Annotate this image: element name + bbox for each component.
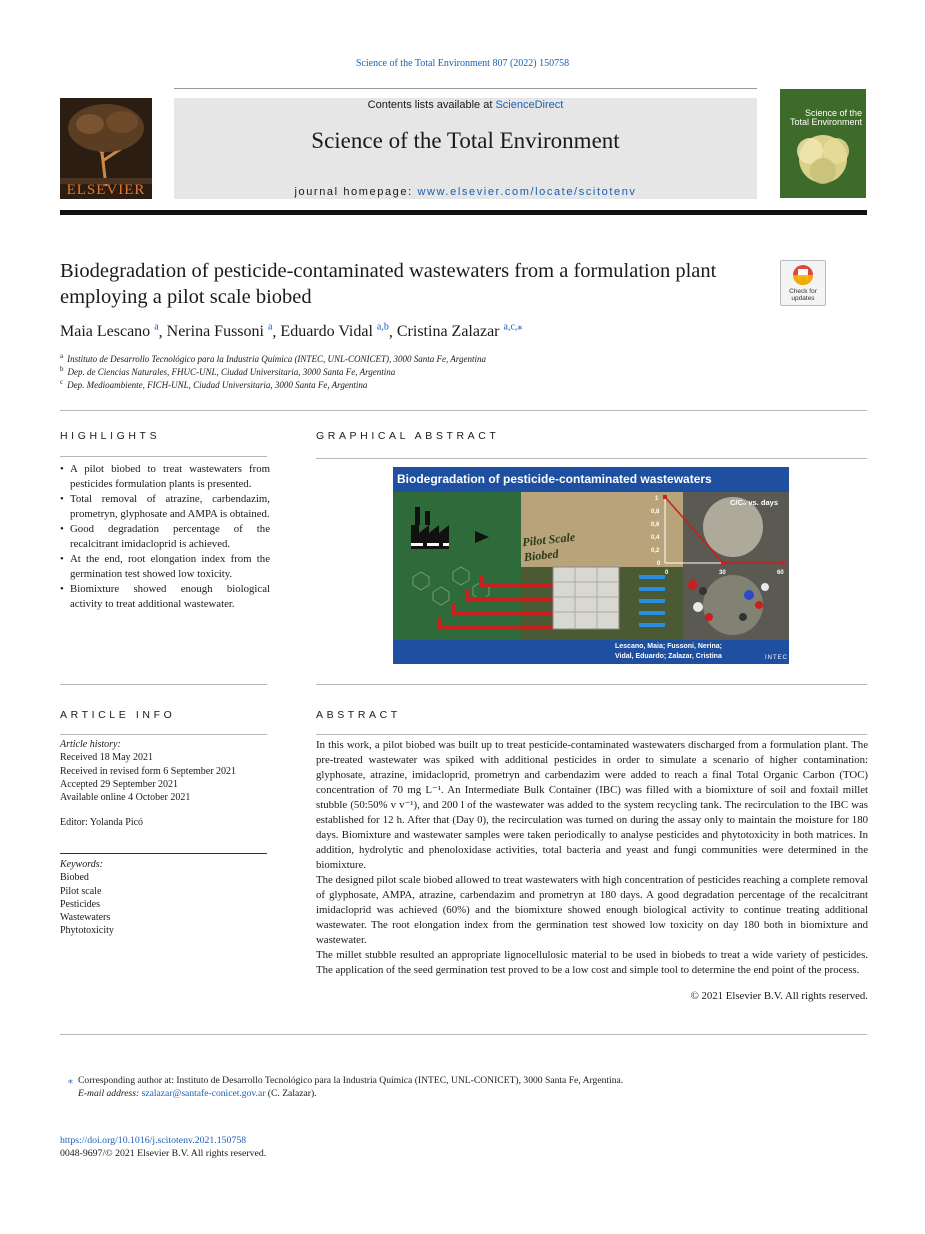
affiliation: $^c$ Dep. Medioambiente, FICH-UNL, Ciudad Universitaria, 3000 Santa Fe, Argentina xyxy=(60,378,368,390)
abstract-heading: ABSTRACT xyxy=(316,709,401,721)
abstract-paragraph: In this work, a pilot biobed was built up to treat pesticide-contaminated wastewaters discharged from a formulation plant. The pre-treated wastewater was spiked with additional pesticides in order to simulate a scenario of higher contamination: glyphosate, atrazine, imidacloprid, prometryn and carbendazim were added to reach a final Total Organic Carbon (TOC) concentration of 70 mg L⁻¹. An Intermediate Bulk Container (IBC) was filled with a biomixture of soil and foxtail millet stubble (50:50% v v⁻¹), and 200 l of the wastewater was added to the system recycling tank. The recirculation to the IBC was established for 12 h. After that (Day 0), the recirculation was turned on during the assay only to maintain the moisture for 180 days. Biomixture and wastewater samples were taken periodically to analyse pesticides and phytotoxicity in both matrices. In addition, hydrolytic and phenoloxidase activities, total bacteria and yeast and fungi communities were determined in the biomixture. xyxy=(316,739,868,871)
cover-art-icon xyxy=(780,89,866,198)
abstract-body xyxy=(316,738,868,978)
editor-line: Editor: Yolanda Picó xyxy=(60,817,144,828)
graphical-abstract-banner: Biodegradation of pesticide-contaminated wastewaters xyxy=(393,467,789,492)
abstract-rule xyxy=(316,734,867,735)
section-divider xyxy=(60,1034,867,1035)
journal-title: Science of the Total Environment xyxy=(311,128,620,153)
keyword: Wastewaters xyxy=(60,912,111,924)
section-divider xyxy=(60,410,867,411)
keyword: Phytotoxicity xyxy=(60,925,114,937)
graphical-abstract-credit: Lescano, Maia; Fussoni, Nerina; Vidal, Eduardo; Zalazar, Cristina xyxy=(615,643,722,660)
check-for-updates-badge[interactable] xyxy=(780,260,826,306)
highlights-heading: HIGHLIGHTS xyxy=(60,430,161,442)
cover-title: Science of the Total Environment xyxy=(789,108,862,127)
highlights-rule xyxy=(60,456,267,457)
elsevier-wordmark: ELSEVIER xyxy=(66,182,146,198)
y-tick-label: 0,2 xyxy=(651,548,660,554)
history-entry: Accepted 29 September 2021 xyxy=(60,778,179,790)
author[interactable]: Eduardo Vidal $^{a,b}$ xyxy=(280,322,389,341)
highlights-list xyxy=(60,462,270,612)
keyword: Pesticides xyxy=(60,898,100,910)
history-entry: Received 18 May 2021 xyxy=(60,752,154,764)
history-entry: Received in revised form 6 September 2021 xyxy=(60,765,237,777)
journal-citation[interactable]: Science of the Total Environment 807 (2022) 150758 xyxy=(355,58,570,69)
abstract-paragraph: The millet stubble resulted an appropriate lignocellulosic material to be used in biobeds to treat a wide variety of pesticides. The application of the seed germination test proved to be a low cost and simple tool to determine the end point of the process. xyxy=(316,949,868,976)
highlight-item: • Biomixture showed enough biological activity to treat additional wastewater. xyxy=(60,582,270,612)
y-tick-label: 0,8 xyxy=(651,509,660,515)
doi-block xyxy=(60,1134,266,1161)
issn-line: 0048-9697/© 2021 Elsevier B.V. All rights reserved. xyxy=(60,1148,267,1160)
abstract-copyright: © 2021 Elsevier B.V. All rights reserved. xyxy=(690,990,868,1002)
graphical-abstract-chart-label: C/C₀ vs. days xyxy=(730,498,778,507)
article-info-heading: ARTICLE INFO xyxy=(60,709,176,721)
crossmark-label: Check for updates xyxy=(789,288,817,302)
x-tick-label: 30 xyxy=(719,570,726,576)
article-title: Biodegradation of pesticide-contaminated wastewaters from a formulation plant employing a pilot scale biobed xyxy=(60,260,717,308)
author[interactable]: Cristina Zalazar $^{a,c,⁎}$ xyxy=(396,322,523,341)
header-thick-rule xyxy=(60,210,867,215)
x-tick-label: 60 xyxy=(777,570,784,576)
y-tick-label: 0,4 xyxy=(651,535,660,541)
crossmark-icon xyxy=(781,263,825,291)
y-tick-label: 0 xyxy=(657,561,661,567)
graphical-abstract-heading: GRAPHICAL ABSTRACT xyxy=(316,430,500,442)
highlight-item: • At the end, root elongation index from the germination test showed low toxicity. xyxy=(60,552,270,582)
history-entry: Available online 4 October 2021 xyxy=(60,792,191,804)
homepage-link[interactable]: www.elsevier.com/locate/scitotenv xyxy=(417,186,637,198)
corresponding-author-footnote: ⁎ Corresponding author at: Instituto de Desarrollo Tecnológico para la Industria Química (INTEC, UNL-CONICET), 3000 Santa Fe, Argentina. E-mail address: szalazar@santafe-conicet.gov.ar (C. Zalazar). xyxy=(68,1075,624,1100)
y-tick-label: 0,6 xyxy=(651,522,660,528)
abstract-paragraph: The designed pilot scale biobed allowed to treat wastewaters with high concentration of pesticides reaching a complete removal of glyphosate, AMPA, atrazine, carbendazim and prometryn at 180 days. A good degradation percentage of the recalcitrant imidacloprid was achieved (60%) and the biomixture showed enough biological activity to continue treating additional wastewater. The root elongation index from the germination test showed low toxicity on day 180 both in biomixture and wastewater. xyxy=(316,874,868,946)
elsevier-logo xyxy=(60,98,152,199)
author[interactable]: Nerina Fussoni $^a$ xyxy=(166,322,273,341)
highlight-item: • A pilot biobed to treat wastewaters from pesticides formulation plants is presented. xyxy=(60,462,270,492)
author[interactable]: Maia Lescano $^a$ xyxy=(60,322,159,341)
journal-cover-thumbnail[interactable] xyxy=(780,89,866,198)
section-divider xyxy=(316,684,867,685)
sciencedirect-link[interactable]: ScienceDirect xyxy=(495,99,564,111)
graphical-abstract-image[interactable] xyxy=(393,467,789,664)
affiliation: $^b$ Dep. de Ciencias Naturales, FHUC-UNL, Ciudad Universitaria, 3000 Santa Fe, Argentina xyxy=(60,365,396,377)
intec-mark: INTEC xyxy=(765,655,788,661)
header-rule xyxy=(174,88,757,89)
author-email-link[interactable]: szalazar@santafe-conicet.gov.ar xyxy=(141,1088,266,1100)
article-history: Article history: Received 18 May 2021 Received in revised form 6 September 2021 Accepted 29 September 2021 Available online 4 October 2021 xyxy=(60,738,270,804)
graphical-abstract-rule xyxy=(316,458,867,459)
doi-link[interactable]: https://doi.org/10.1016/j.scitotenv.2021.150758 xyxy=(60,1135,247,1146)
highlight-item: • Total removal of atrazine, carbendazim, prometryn, glyphosate and AMPA is obtained. xyxy=(60,492,270,522)
keyword: Pilot scale xyxy=(60,885,102,897)
x-tick-label: 0 xyxy=(665,570,669,576)
footnote-marker: ⁎ xyxy=(68,1075,73,1086)
section-divider xyxy=(60,684,267,685)
author-list: Maia Lescano $^a$, Nerina Fussoni $^a$, Eduardo Vidal $^{a,b}$, Cristina Zalazar $^{a,c,⁎}$ xyxy=(60,322,523,341)
keyword: Biobed xyxy=(60,872,89,884)
contents-line: Contents lists available at ScienceDirect xyxy=(367,99,564,111)
affiliation: $^a$ Instituto de Desarrollo Tecnológico para la Industria Química (INTEC, UNL-CONICET), 3000 Santa Fe, Argentina xyxy=(60,352,486,364)
y-tick-label: 1 xyxy=(655,496,659,502)
keywords: Keywords: Biobed Pilot scale Pesticides Wastewaters Phytotoxicity xyxy=(60,858,270,938)
graphical-abstract-art xyxy=(393,467,789,664)
graphical-abstract-inset-label: Pilot Scale Biobed xyxy=(521,529,576,565)
journal-homepage: journal homepage: www.elsevier.com/locate/scitotenv xyxy=(294,186,637,198)
highlight-item: • Good degradation percentage of the recalcitrant imidacloprid is achieved. xyxy=(60,522,270,552)
article-info-rule xyxy=(60,734,267,735)
keywords-rule xyxy=(60,853,267,854)
